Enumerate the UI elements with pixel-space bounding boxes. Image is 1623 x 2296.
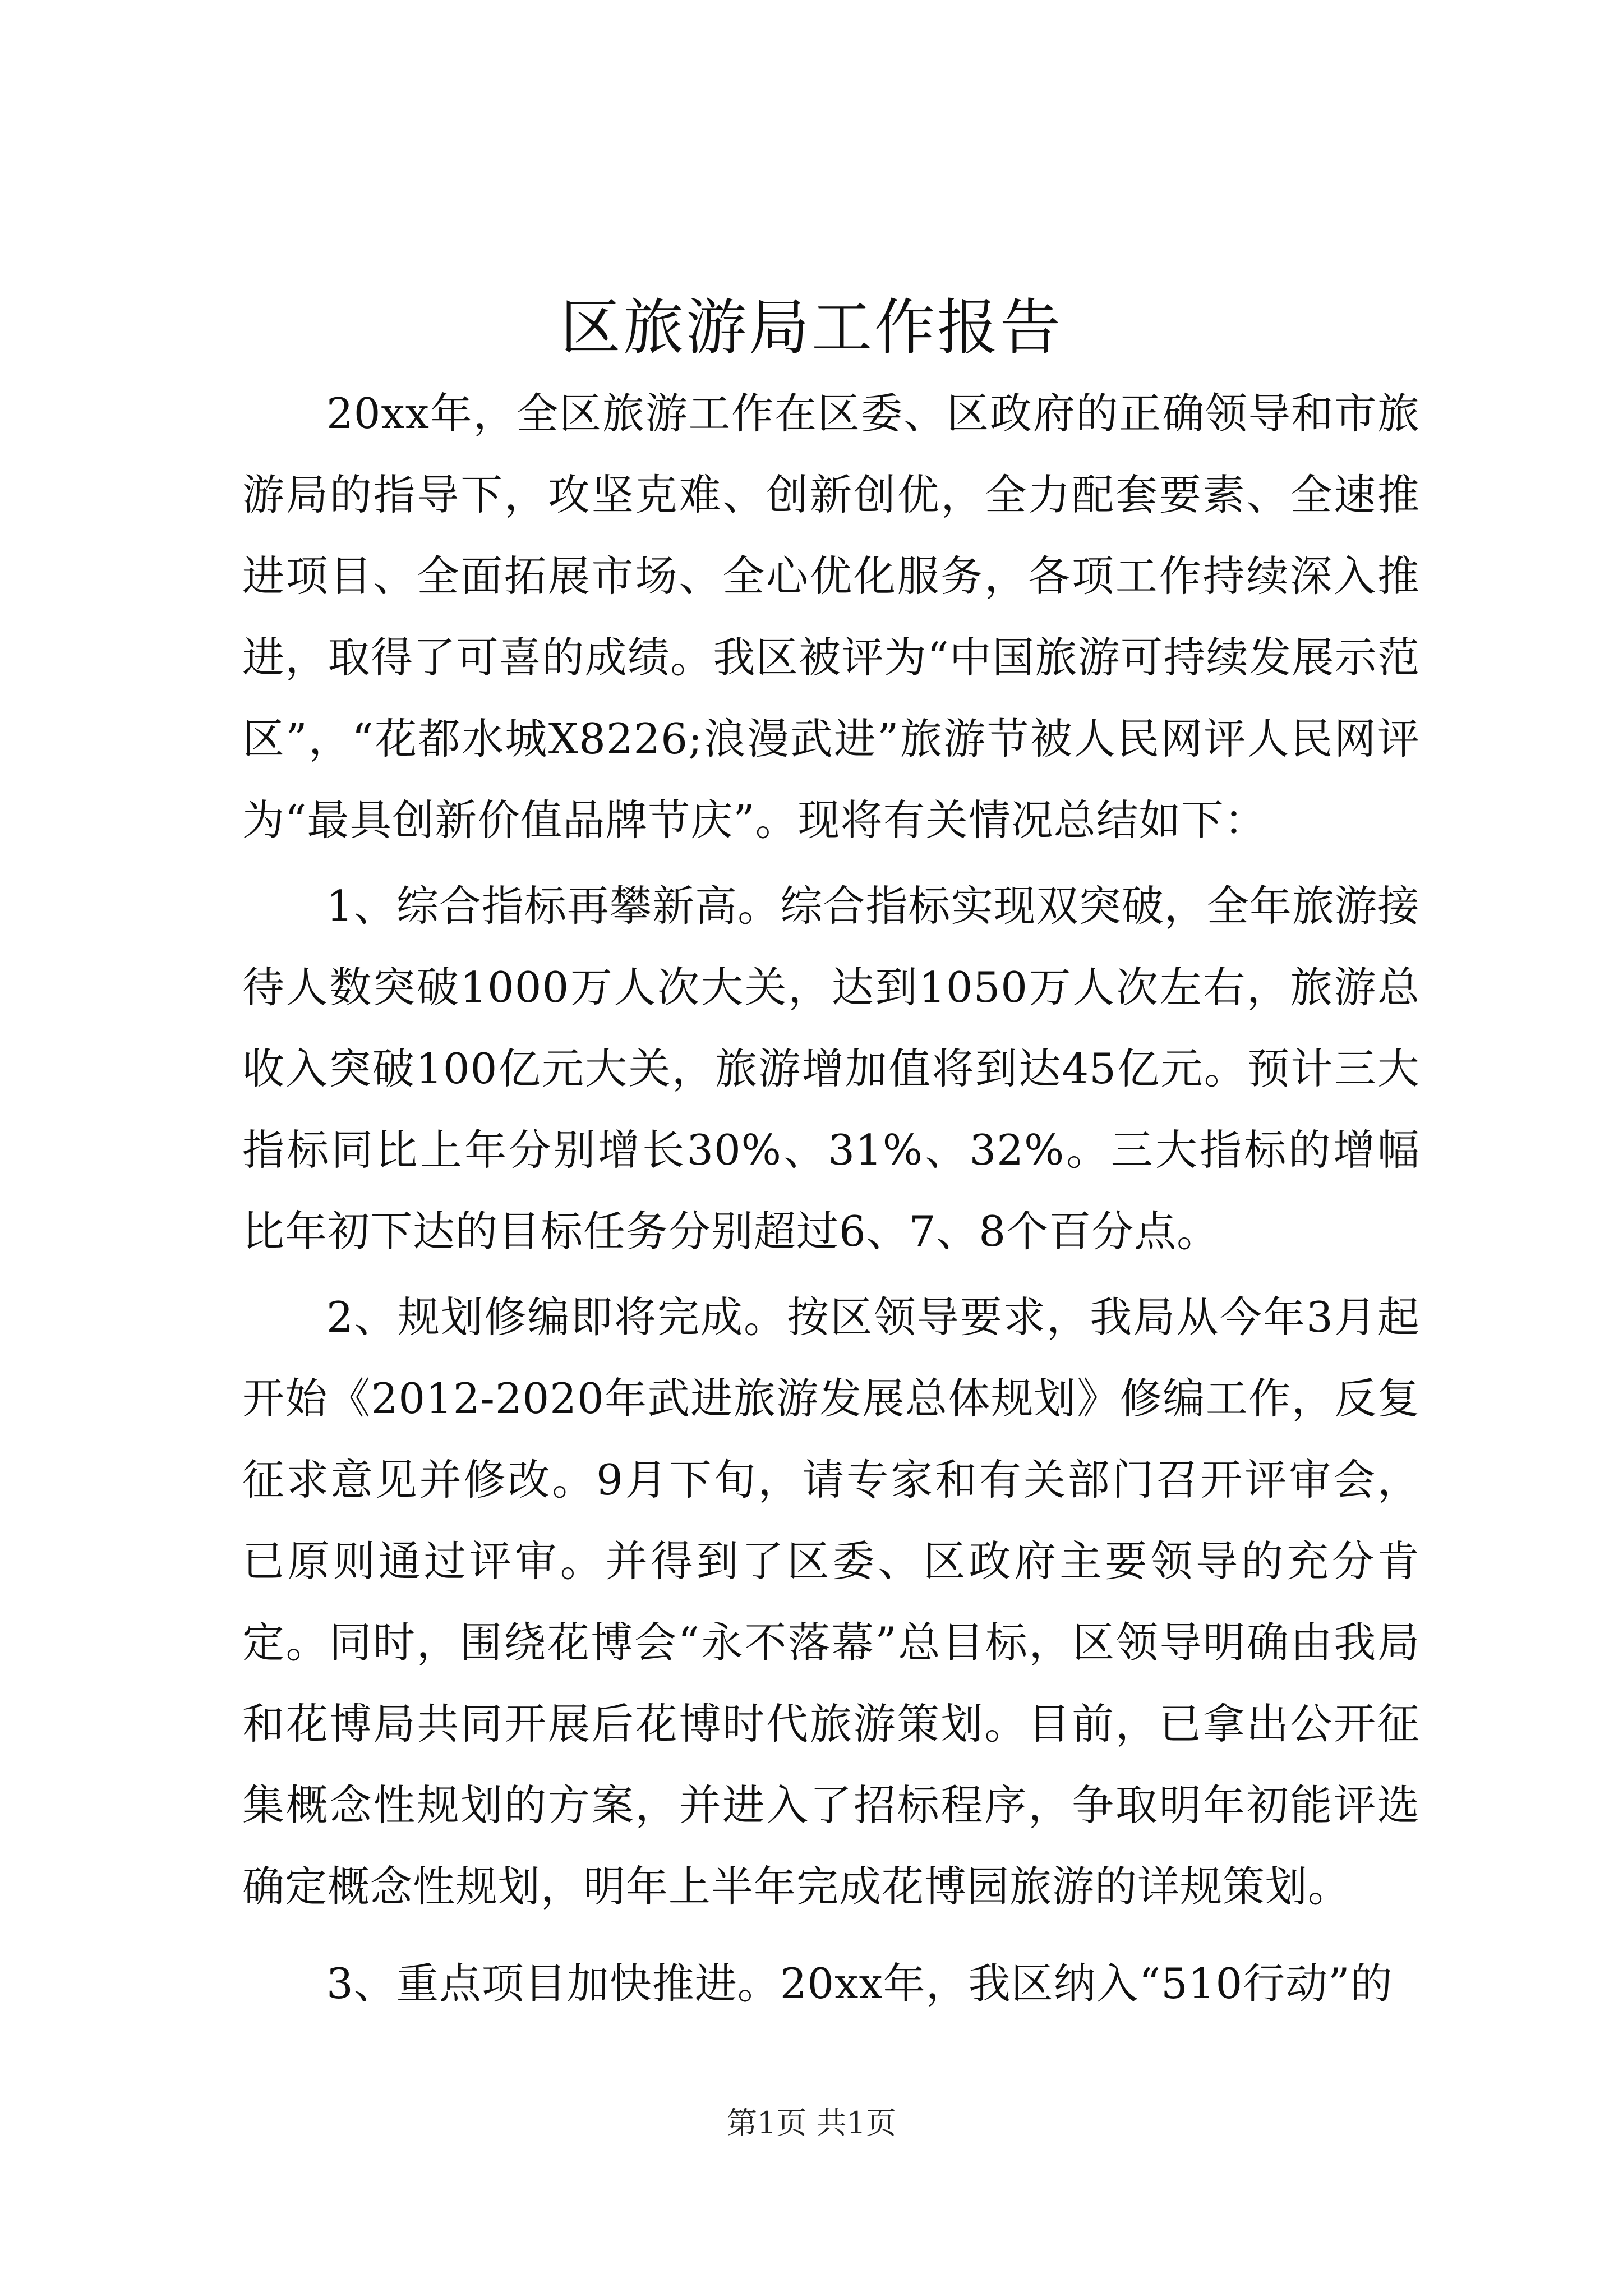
- document-body: [242, 373, 1420, 2024]
- paragraph-item-3: 3、重点项目加快推进。20xx年，我区纳入“510行动”的: [326, 1959, 1393, 2008]
- paragraph-item-1: 1、综合指标再攀新高。综合指标实现双突破，全年旅游接待人数突破1000万人次大关，达到1050万人次左右，旅游总收入突破100亿元大关，旅游增加值将到达45亿元。预计三大指标同比上年分别增长30%、31%、32%。三大指标的增幅比年初下达的目标任务分别超过6、7、8个百分点。: [242, 881, 1420, 1256]
- document-title: 区旅游局工作报告: [560, 293, 1063, 363]
- paragraph-intro: 20xx年，全区旅游工作在区委、区政府的正确领导和市旅游局的指导下，攻坚克难、创新创优，全力配套要素、全速推进项目、全面拓展市场、全心优化服务，各项工作持续深入推进，取得了可喜的成绩。我区被评为“中国旅游可持续发展示范区”，“花都水城X8226;浪漫武进”旅游节被人民网评人民网评为“最具创新价值品牌节庆”。现将有关情况总结如下：: [242, 389, 1420, 845]
- page-footer: 第1页 共1页: [727, 2105, 896, 2141]
- paragraph-item-2: 2、规划修编即将完成。按区领导要求，我局从今年3月起开始《2012-2020年武进旅游发展总体规划》修编工作，反复征求意见并修改。9月下旬，请专家和有关部门召开评审会，已原则通过评审。并得到了区委、区政府主要领导的充分肯定。同时，围绕花博会“永不落幕”总目标，区领导明确由我局和花博局共同开展后花博时代旅游策划。目前，已拿出公开征集概念性规划的方案，并进入了招标程序，争取明年初能评选确定概念性规划，明年上半年完成花博园旅游的详规策划。: [242, 1292, 1420, 1911]
